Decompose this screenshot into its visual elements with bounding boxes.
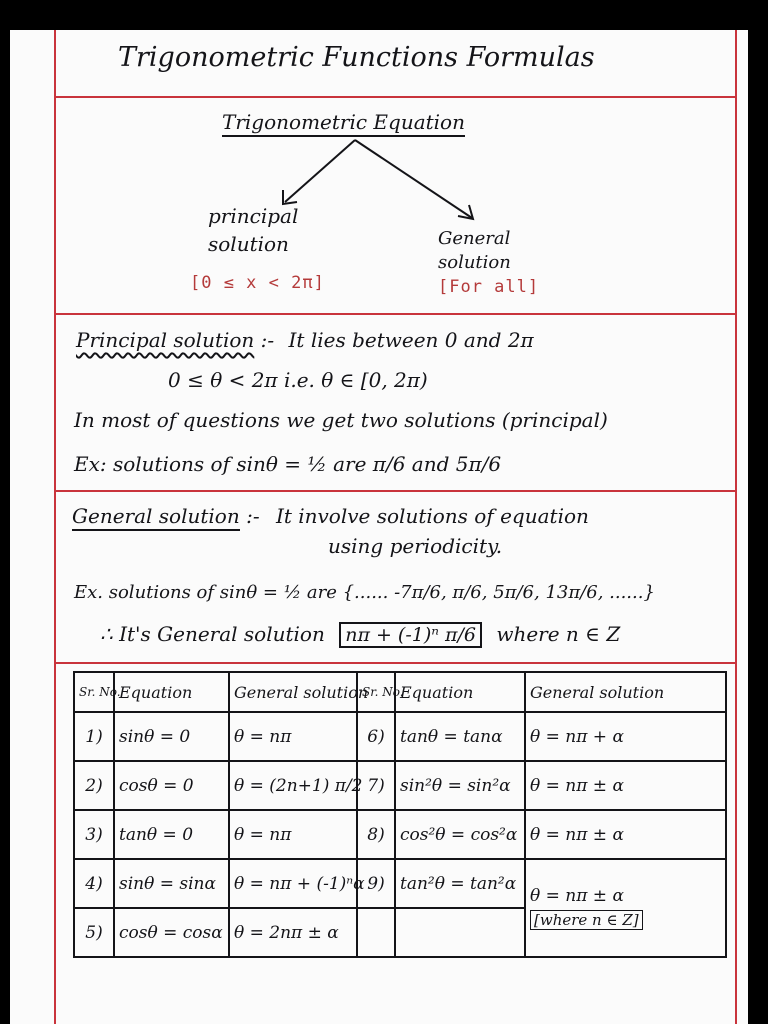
row-number: 5) [74,908,114,957]
diagram-arrows [10,30,748,330]
equation-cell: cosθ = cosα [114,908,229,957]
table-row [74,712,726,761]
row-number: 1) [74,712,114,761]
general-heading: General solution [72,504,240,531]
header-general-solution-right: General solution [525,672,726,712]
general-text: It involve solutions of equation [275,504,589,528]
general-conclusion [100,622,620,646]
ruled-line [54,490,735,492]
row-number: 3) [74,810,114,859]
equation-cell: sinθ = sinα [114,859,229,908]
row-number: 4) [74,859,114,908]
diagram-right-line1: General [438,228,511,249]
principal-range: 0 ≤ θ < 2π i.e. θ ∈ [0, 2π) [168,368,428,392]
equation-cell: sin²θ = sin²α [395,761,525,810]
diagram-root: Trigonometric Equation [222,110,465,137]
general-heading-line [72,504,589,528]
row-number: 6) [357,712,395,761]
principal-heading: Principal solution [76,328,255,352]
solution-cell: θ = nπ + (-1)ⁿα [229,859,357,908]
table-row [74,761,726,810]
page-title: Trigonometric Functions Formulas [118,42,595,73]
header-equation-right: Equation [395,672,525,712]
solution-cell: θ = nπ [229,712,357,761]
principal-note: In most of questions we get two solutions (principal) [74,408,608,432]
row-number: 2) [74,761,114,810]
equation-cell: sinθ = 0 [114,712,229,761]
diagram-left-line1: principal [208,204,299,228]
solution-cell: θ = (2n+1) π/2 [229,761,357,810]
table-row [74,859,726,908]
integer-note: [where n ∈ Z] [530,910,643,930]
notebook-page [10,30,748,1024]
general-example: Ex. solutions of sinθ = ½ are {...... -7π/6, π/6, 5π/6, 13π/6, ......} [74,582,655,603]
solution-text: θ = nπ ± α [530,886,624,906]
general-text-2: using periodicity. [328,534,503,558]
equation-cell: tanθ = tanα [395,712,525,761]
equation-cell [395,908,525,957]
solution-cell: θ = nπ [229,810,357,859]
solution-cell: θ = nπ ± α [525,810,726,859]
header-equation: Equation [114,672,229,712]
principal-example: Ex: solutions of sinθ = ½ are π/6 and 5π/6 [74,452,502,476]
row-number: 7) [357,761,395,810]
solution-cell [525,859,726,957]
general-conclusion-prefix: ∴ It's General solution [100,622,325,646]
header-sr-no: Sr. No. [74,672,114,712]
header-general-solution: General solution [229,672,357,712]
header-sr-no-right: Sr. No. [357,672,395,712]
solution-cell: θ = nπ + α [525,712,726,761]
diagram-right-line2: solution [438,252,511,273]
table-row [74,810,726,859]
row-number [357,908,395,957]
general-separator: :- [246,504,260,528]
general-conclusion-suffix: where n ∈ Z [496,622,621,646]
equation-cell: tan²θ = tan²α [395,859,525,908]
equation-cell: tanθ = 0 [114,810,229,859]
diagram-left-line2: solution [208,232,289,256]
solution-cell: θ = 2nπ ± α [229,908,357,957]
diagram-right-range: [For all] [438,277,540,297]
principal-separator: :- [260,328,275,352]
ruled-line [54,662,735,664]
formulas-table [73,671,727,958]
row-number: 9) [357,859,395,908]
principal-heading-line [76,328,534,352]
diagram-left-range: [0 ≤ x < 2π] [190,273,325,293]
table-header-row [74,672,726,712]
equation-cell: cos²θ = cos²α [395,810,525,859]
row-number: 8) [357,810,395,859]
general-conclusion-formula: nπ + (-1)ⁿ π/6 [339,622,482,648]
solution-cell: θ = nπ ± α [525,761,726,810]
equation-cell: cosθ = 0 [114,761,229,810]
principal-text: It lies between 0 and 2π [288,328,534,352]
